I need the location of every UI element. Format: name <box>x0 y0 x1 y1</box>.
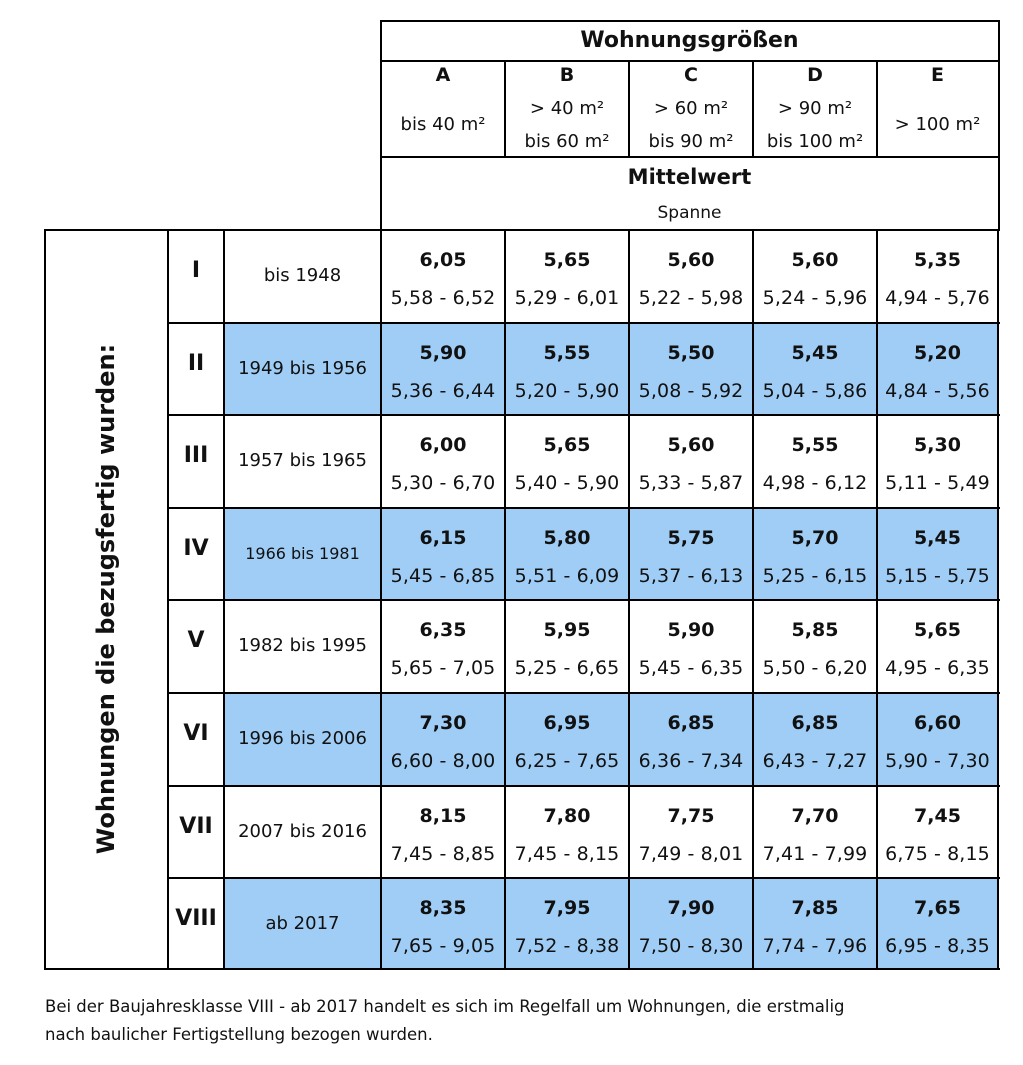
value-range: 5,24 - 5,96 <box>762 287 868 309</box>
column-letter: C <box>684 64 698 86</box>
mean-value: 5,65 <box>914 619 961 641</box>
year-range: 1996 bis 2006 <box>238 728 367 749</box>
column-range: > 100 m² <box>894 114 981 135</box>
mean-value: 7,65 <box>914 897 961 919</box>
grid-line <box>45 229 1000 231</box>
year-range: 1949 bis 1956 <box>238 357 367 379</box>
side-label-text: Wohnungen die bezugsfertig wurden: <box>92 343 121 855</box>
spanne-label: Spanne <box>657 203 722 223</box>
grid-line <box>997 229 999 970</box>
mean-value: 7,80 <box>543 805 591 827</box>
grid-line <box>628 60 630 157</box>
value-range: 7,41 - 7,99 <box>762 843 868 865</box>
year-class-numeral: III <box>183 443 209 468</box>
value-range: 5,65 - 7,05 <box>390 657 496 679</box>
value-range: 5,04 - 5,86 <box>762 380 868 402</box>
column-range-lower: bis 90 m² <box>648 131 734 152</box>
mean-value: 6,85 <box>791 712 839 734</box>
mean-value: 5,30 <box>914 434 961 456</box>
mean-value: 6,05 <box>419 249 467 271</box>
grid-line <box>223 229 225 970</box>
footnote-line-2: nach baulicher Fertigstellung bezogen wurden. <box>45 1025 433 1044</box>
mean-value: 5,65 <box>543 249 591 271</box>
value-range: 5,45 - 6,35 <box>638 657 744 679</box>
mean-value: 5,75 <box>667 527 715 549</box>
mean-value: 8,15 <box>419 805 467 827</box>
year-range: 2007 bis 2016 <box>238 820 367 842</box>
column-letter: A <box>435 64 451 86</box>
mittelwert-label: Mittelwert <box>627 165 752 189</box>
column-letter: B <box>559 64 575 86</box>
column-range-lower: bis 100 m² <box>766 131 864 152</box>
year-range: bis 1948 <box>263 265 342 286</box>
mean-value: 5,65 <box>543 434 591 456</box>
mean-value: 5,45 <box>914 527 961 549</box>
grid-line <box>45 968 1000 970</box>
side-label <box>45 229 168 969</box>
value-range: 5,25 - 6,15 <box>762 565 868 587</box>
column-range-upper: > 40 m² <box>529 98 605 119</box>
year-range: ab 2017 <box>265 912 340 934</box>
year-class-numeral: I <box>191 258 201 283</box>
value-range: 7,52 - 8,38 <box>514 935 620 957</box>
mean-value: 6,95 <box>543 712 591 734</box>
mean-value: 5,85 <box>791 619 839 641</box>
mean-value: 7,75 <box>667 805 715 827</box>
value-range: 5,37 - 6,13 <box>638 565 744 587</box>
grid-line <box>381 20 1000 22</box>
value-range: 6,60 - 8,00 <box>390 750 496 772</box>
grid-line <box>381 60 1000 62</box>
mean-value: 5,90 <box>419 342 467 364</box>
value-range: 6,25 - 7,65 <box>514 750 620 772</box>
grid-line <box>876 60 878 157</box>
grid-line <box>752 229 754 970</box>
value-range: 7,45 - 8,85 <box>390 843 496 865</box>
column-range-upper: > 90 m² <box>777 98 853 119</box>
year-range: 1957 bis 1965 <box>238 450 367 471</box>
value-range: 5,20 - 5,90 <box>514 380 620 402</box>
value-range: 5,40 - 5,90 <box>514 472 620 494</box>
mean-value: 6,00 <box>419 434 467 456</box>
mean-value: 5,45 <box>791 342 839 364</box>
mean-value: 8,35 <box>419 897 467 919</box>
mean-value: 7,45 <box>914 805 961 827</box>
grid-line <box>998 20 1000 231</box>
year-class-numeral: V <box>187 628 205 653</box>
grid-line <box>504 229 506 970</box>
mean-value: 7,70 <box>791 805 839 827</box>
value-range: 5,29 - 6,01 <box>514 287 620 309</box>
column-range-lower: bis 60 m² <box>524 131 610 152</box>
column-letter: D <box>807 64 823 86</box>
mean-value: 6,15 <box>419 527 467 549</box>
grid-line <box>380 20 382 231</box>
value-range: 7,45 - 8,15 <box>514 843 620 865</box>
value-range: 5,15 - 5,75 <box>885 565 990 587</box>
year-class-numeral: VII <box>179 813 213 839</box>
table-title: Wohnungsgrößen <box>580 28 799 53</box>
mean-value: 5,35 <box>914 249 961 271</box>
mean-value: 6,35 <box>419 619 467 641</box>
footnote <box>45 993 1005 1049</box>
mean-value: 6,60 <box>914 712 961 734</box>
mean-value: 7,85 <box>791 897 839 919</box>
value-range: 6,36 - 7,34 <box>638 750 744 772</box>
mean-value: 5,90 <box>667 619 715 641</box>
mean-value: 5,80 <box>543 527 591 549</box>
mean-value: 5,60 <box>667 249 715 271</box>
grid-line <box>380 229 382 970</box>
value-range: 5,50 - 6,20 <box>762 657 868 679</box>
grid-line <box>167 229 169 970</box>
value-range: 4,95 - 6,35 <box>885 657 990 679</box>
mean-value: 5,20 <box>914 342 961 364</box>
mean-value: 7,90 <box>667 897 715 919</box>
value-range: 5,22 - 5,98 <box>638 287 744 309</box>
mean-value: 5,55 <box>543 342 591 364</box>
mean-value: 5,95 <box>543 619 591 641</box>
value-range: 5,25 - 6,65 <box>514 657 620 679</box>
mean-value: 5,50 <box>667 342 715 364</box>
value-range: 7,74 - 7,96 <box>762 935 868 957</box>
year-range: 1982 bis 1995 <box>238 635 367 656</box>
column-range-upper: > 60 m² <box>653 98 729 119</box>
value-range: 5,30 - 6,70 <box>390 472 496 494</box>
mean-value: 5,60 <box>791 249 839 271</box>
year-class-numeral: II <box>187 350 205 376</box>
grid-line <box>504 60 506 157</box>
value-range: 7,65 - 9,05 <box>390 935 496 957</box>
year-class-numeral: VIII <box>175 905 217 931</box>
mean-value: 7,95 <box>543 897 591 919</box>
mean-value: 5,55 <box>791 434 839 456</box>
value-range: 5,58 - 6,52 <box>390 287 496 309</box>
mean-value: 5,60 <box>667 434 715 456</box>
value-range: 6,75 - 8,15 <box>885 843 990 865</box>
value-range: 7,50 - 8,30 <box>638 935 744 957</box>
year-class-numeral: IV <box>183 535 209 561</box>
footnote-line-1: Bei der Baujahresklasse VIII - ab 2017 handelt es sich im Regelfall um Wohnungen, die erstmalig <box>45 997 845 1016</box>
value-range: 6,43 - 7,27 <box>762 750 868 772</box>
mean-value: 7,30 <box>419 712 467 734</box>
year-class-numeral: VI <box>183 721 209 746</box>
grid-line <box>44 229 46 970</box>
grid-line <box>381 156 1000 158</box>
value-range: 5,51 - 6,09 <box>514 565 620 587</box>
value-range: 4,84 - 5,56 <box>885 380 990 402</box>
value-range: 5,90 - 7,30 <box>885 750 990 772</box>
value-range: 6,95 - 8,35 <box>885 935 990 957</box>
value-range: 5,11 - 5,49 <box>885 472 990 494</box>
value-range: 5,45 - 6,85 <box>390 565 496 587</box>
value-range: 5,36 - 6,44 <box>390 380 496 402</box>
mean-value: 5,70 <box>791 527 839 549</box>
value-range: 5,33 - 5,87 <box>638 472 744 494</box>
column-letter: E <box>931 64 944 86</box>
mean-value: 6,85 <box>667 712 715 734</box>
value-range: 4,98 - 6,12 <box>762 472 868 494</box>
value-range: 4,94 - 5,76 <box>885 287 990 309</box>
column-range: bis 40 m² <box>400 114 486 135</box>
grid-line <box>876 229 878 970</box>
year-range: 1966 bis 1981 <box>245 543 360 563</box>
grid-line <box>752 60 754 157</box>
value-range: 5,08 - 5,92 <box>638 380 744 402</box>
grid-line <box>628 229 630 970</box>
value-range: 7,49 - 8,01 <box>638 843 744 865</box>
